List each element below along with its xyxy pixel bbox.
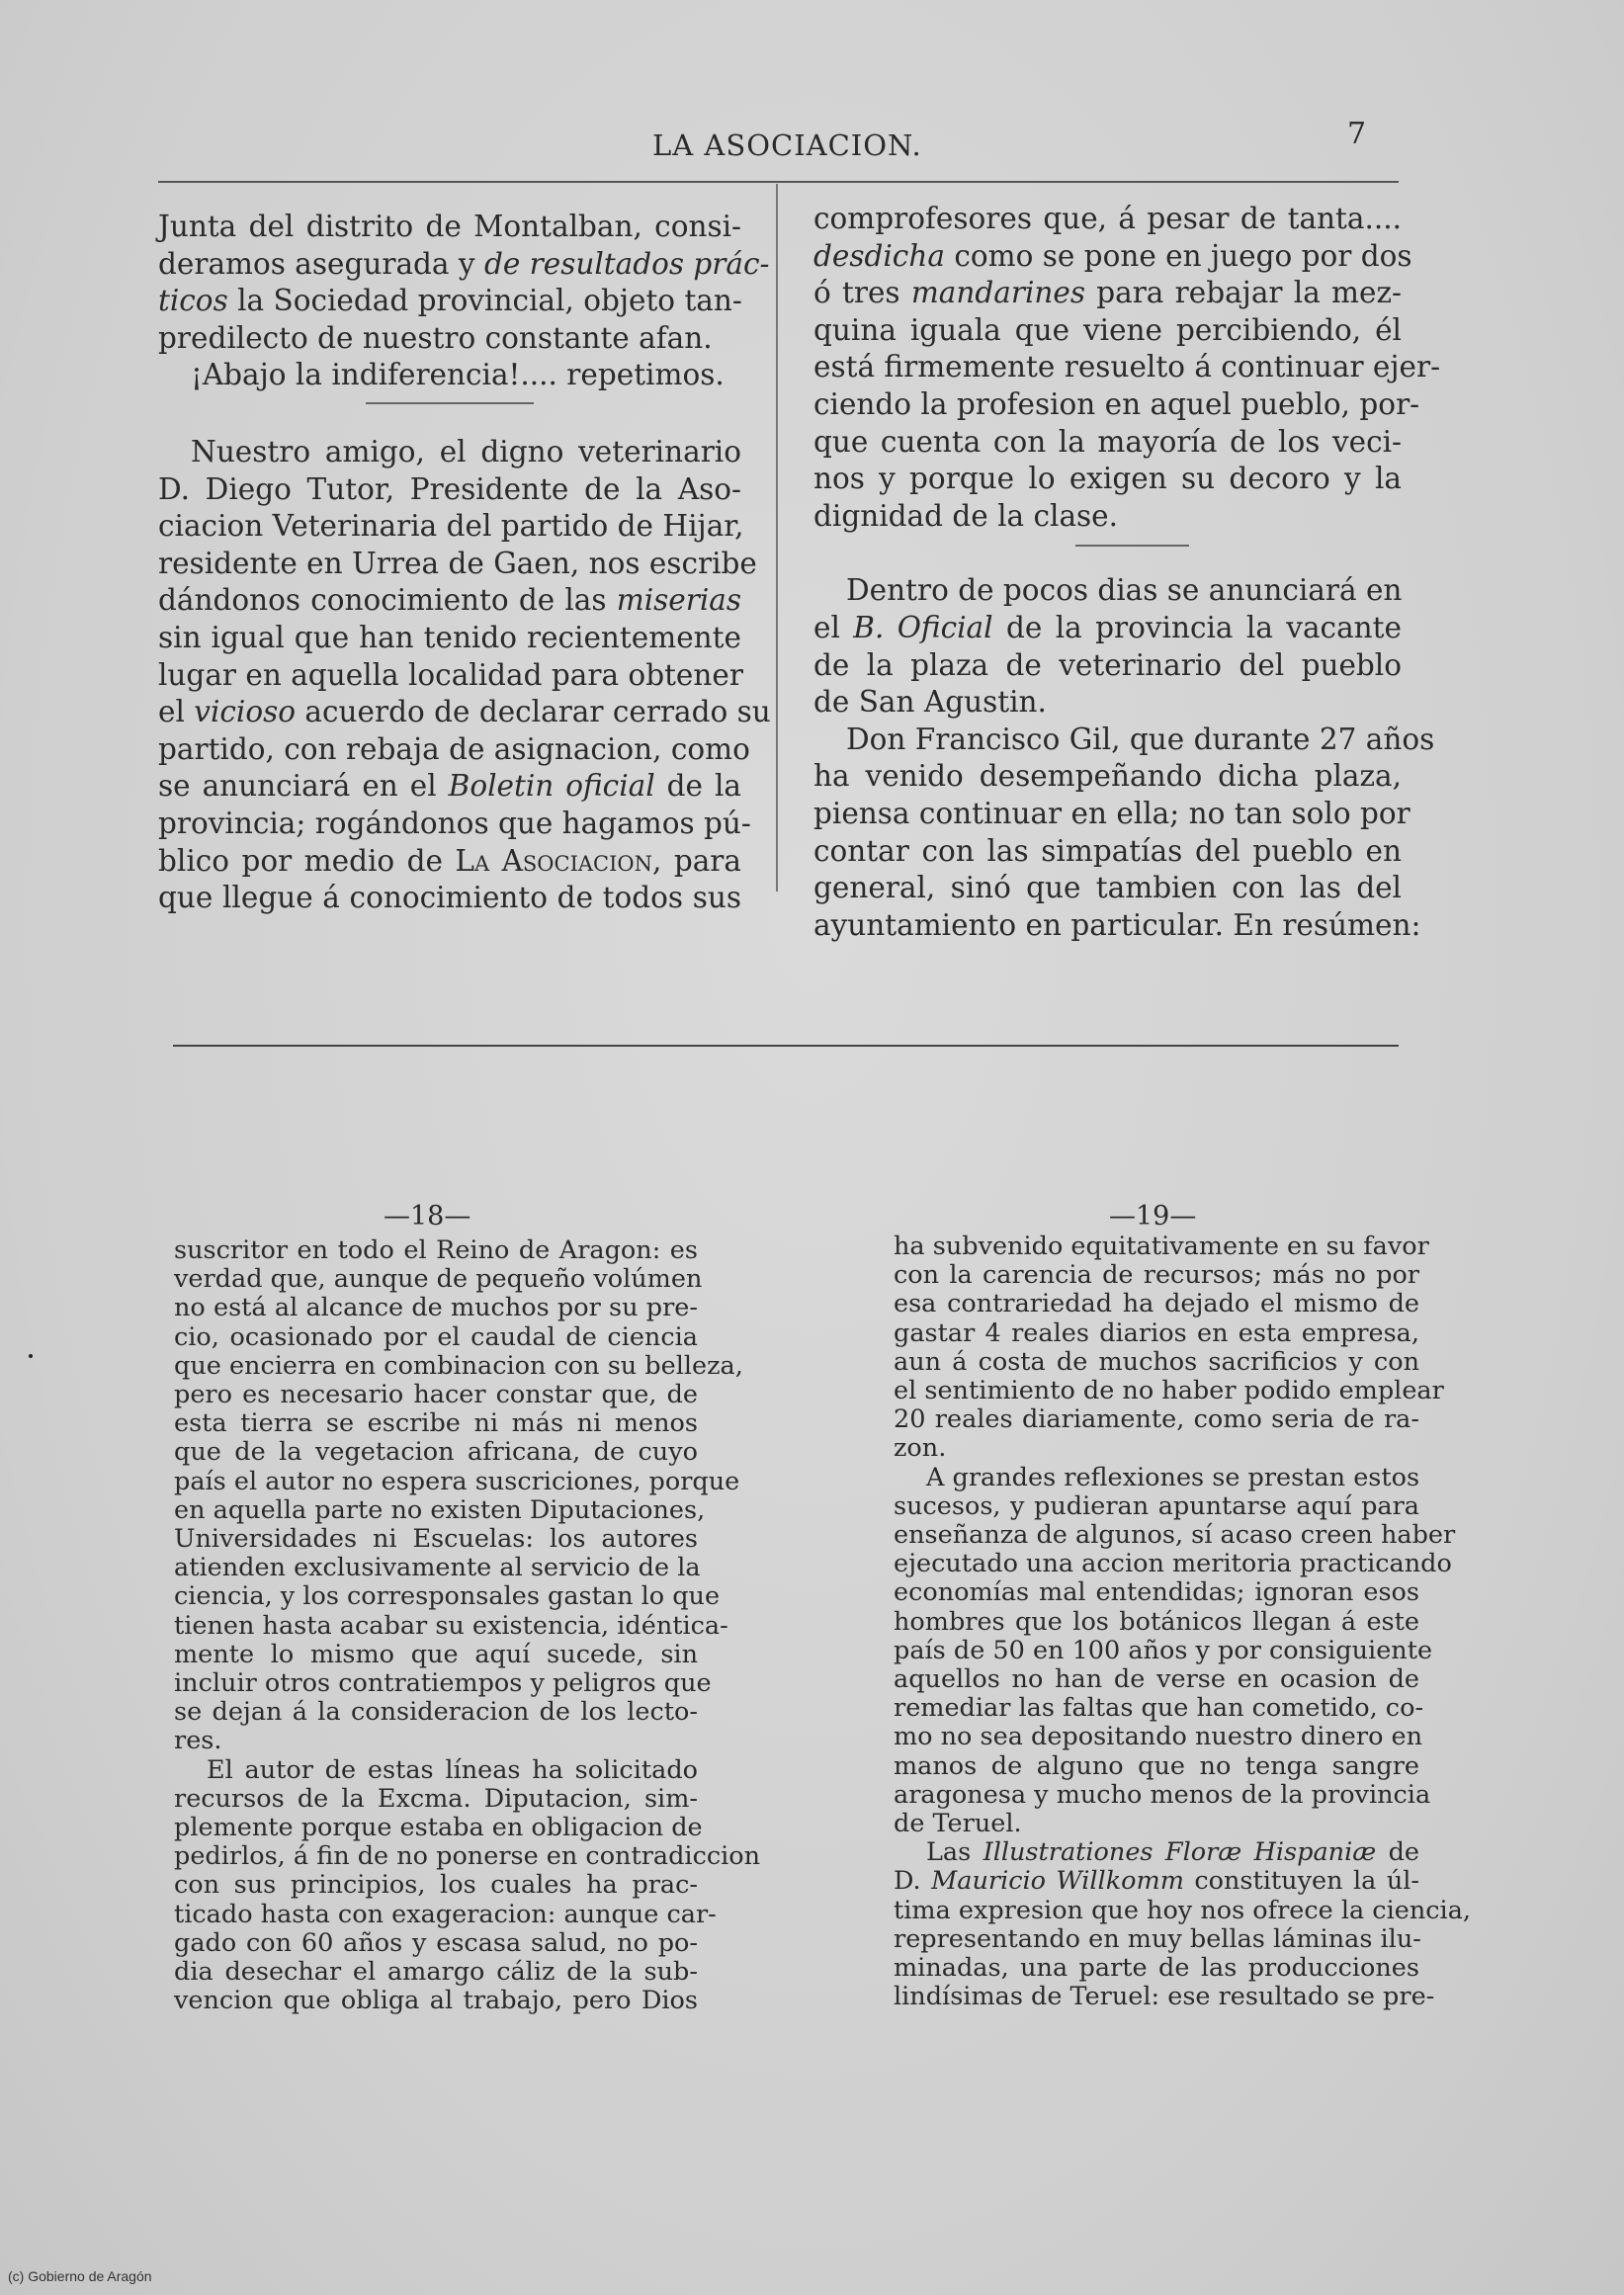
paragraph: ha subvenido equitativamente en su favor con la carencia de recursos; más no por esa contrariedad ha dejado el mismo de gastar 4 reales diarios en esta empresa, aun á costa de muchos sacrificios y con el sentimiento de no haber podido emplear 20 reales diariamente, como seria de ra- zon. [894, 1232, 1444, 1464]
page-label-18: —18— [384, 1201, 471, 1232]
lower-left-column [174, 1235, 761, 2016]
paragraph: A grandes reflexiones se prestan estos sucesos, y pudieran apuntarse aquí para enseñanza de algunos, sí acaso creen haber ejecutado una accion meritoria practicando economías mal entendidas; ignoran esos hombres que los botánicos llegan á este país de 50 en 100 años y por consiguiente aquellos no han de verse en ocasion de remediar las faltas que han cometido, co- mo no sea depositando nuestro dinero en manos de alguno que no tenga sangre aragonesa y mucho menos de la provincia de Teruel. [894, 1462, 1456, 1839]
paragraph: comprofesores que, á pesar de tanta.... desdicha como se pone en juego por dos ó tres mandarines para rebajar la mez- quina iguala que viene percibiendo, él está firmemente resuelto á continuar ejer- ciendo la profesion en aquel pueblo, por- que cuenta con la mayoría de los veci- nos y porque lo exigen su decoro y la dignidad de la clase. [813, 202, 1441, 533]
paragraph: suscritor en todo el Reino de Aragon: es verdad que, aunque de pequeño volúmen no está al alcance de muchos por su pre- cio, ocasionado por el caudal de ciencia que encierra en combinacion con su belleza, pero es necesario hacer constar que, de esta tierra se escribe ni más ni menos que de la vegetacion africana, de cuyo país el autor no espera suscriciones, porque en aquella parte no existen Diputaciones, Universidades ni Escuelas: los autores atienden exclusivamente al servicio de la ciencia, y los corresponsales gastan lo que tienen hasta acabar su existencia, idéntica- mente lo mismo que aquí sucede, sin incluir otros contratiempos y peligros que se dejan á la consideracion de los lecto- res. [174, 1235, 743, 1756]
paragraph: El autor de estas líneas ha solicitado recursos de la Excma. Diputacion, sim- plemente porque estaba en obligacion de pedirlos, á fin de no ponerse en contradiccion con sus principios, los cuales ha prac- ticado hasta con exageracion: aunque car- gado con 60 años y escasa salud, no po- dia desechar el amargo cáliz de la sub- vencion que obliga al trabajo, pero Dios [174, 1754, 761, 2016]
paragraph: Dentro de pocos dias se anunciará en el B. Oficial de la provincia la vacante de la plaza de veterinario del pueblo de San Agustin. [813, 573, 1403, 720]
separator [366, 402, 534, 404]
ink-dot [29, 1354, 33, 1358]
running-head: LA ASOCIACION. [652, 128, 922, 162]
header-rule [158, 181, 1399, 183]
upper-right-column [813, 201, 1441, 944]
section-divider [173, 1045, 1399, 1047]
page-number: 7 [1347, 117, 1367, 151]
separator [1075, 545, 1189, 547]
paragraph: Junta del distrito de Montalban, consi- deramos asegurada y de resultados prác- ticos la Sociedad provincial, objeto tan- predilecto de nuestro constante afan. [158, 210, 770, 355]
copyright-notice: (c) Gobierno de Aragón [8, 2268, 152, 2284]
paragraph: ¡Abajo la indiferencia!.... repetimos. [191, 358, 725, 392]
paragraph: Don Francisco Gil, que durante 27 años ha venido desempeñando dicha plaza, piensa continuar en ella; no tan solo por contar con las simpatías del pueblo en general, sinó que tambien con las del ayuntamiento en particular. En resúmen: [813, 722, 1435, 942]
page-label-19: —19— [1109, 1201, 1197, 1232]
paragraph: Las Illustrationes Floræ Hispaniæ de D. Mauricio Willkomm constituyen la úl- tima expresion que hoy nos ofrece la ciencia, representando en muy bellas láminas ilu- minadas, una parte de las producciones lindísimas de Teruel: ese resultado se pre- [894, 1837, 1471, 2012]
lower-right-column [894, 1232, 1471, 2012]
paragraph: Nuestro amigo, el digno veterinario D. Diego Tutor, Presidente de la Aso- ciacion Veterinaria del partido de Hijar, residente en Urrea de Gaen, nos escribe dándonos conocimiento de las miserias sin igual que han tenido recientemente lugar en aquella localidad para obtener el vicioso acuerdo de declarar cerrado su partido, con rebaja de asignacion, como se anunciará en el Boletin oficial de la provincia; rogándonos que hagamos pú- blico por medio de La Asociacion, para que llegue á conocimiento de todos sus [158, 434, 771, 915]
upper-left-column [158, 209, 771, 917]
column-rule [776, 184, 778, 892]
